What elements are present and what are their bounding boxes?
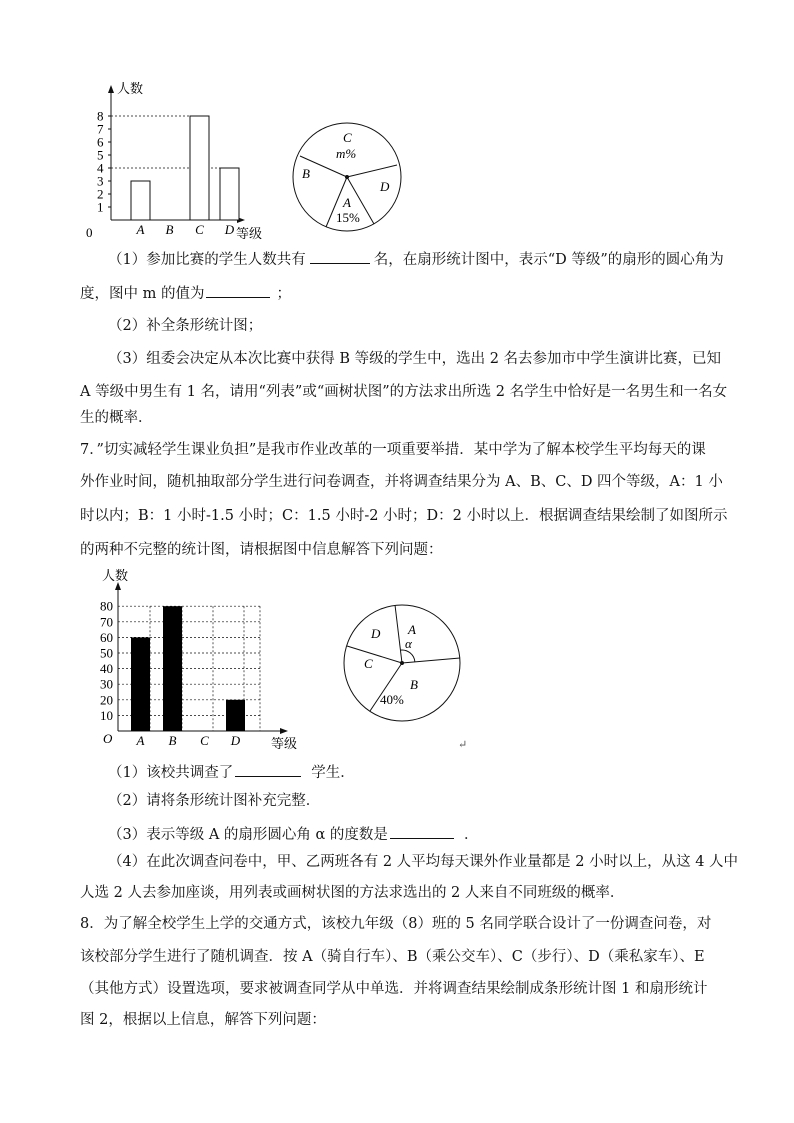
x-tick-label-D: D [224, 222, 235, 237]
q8-stem-line2: 该校部分学生进行了随机调查．按 A（骑自行车）、B（乘公交车）、C（步行）、D（乘私家车）、E [80, 949, 705, 965]
x-tick-label-C: C [200, 733, 209, 748]
q7-answer-blank-alpha [390, 822, 454, 839]
figure1-bar-chart [82, 80, 272, 240]
y-axis-arrow [115, 582, 121, 590]
q6-part1-text-b: 名，在扇形统计图中，表示“D 等级”的扇形的圆心角为 [373, 252, 724, 268]
pie-label-alpha: α [405, 636, 412, 651]
bar-C [190, 116, 209, 220]
q6-answer-blank-total [310, 247, 370, 264]
origin-label: O [103, 731, 113, 746]
x-tick-label-A: A [136, 222, 145, 237]
y-tick-label: 7 [97, 121, 104, 137]
y-tick-label: 8 [97, 108, 104, 124]
x-tick-label-C: C [195, 222, 204, 237]
pie-label-d: D [380, 179, 390, 194]
figure2-bar-chart [96, 562, 311, 754]
q7-sub1-text-b: 学生． [311, 765, 355, 781]
y-tick-label: 30 [100, 676, 113, 692]
q7-stem-line2: 外作业时间，随机抽取部分学生进行问卷调查，并将调查结果分为 A、B、C、D 四个等级，A：1 小 [80, 474, 723, 490]
bar-B [163, 606, 182, 731]
bar-A [131, 637, 150, 731]
y-tick-label: 20 [100, 692, 113, 708]
y-tick-label: 4 [97, 160, 104, 176]
q7-sub3-text-a: （3）表示等级 A 的扇形圆心角 α 的度数是 [108, 827, 388, 843]
y-tick-label: 6 [97, 134, 104, 150]
y-tick-label: 60 [100, 629, 113, 645]
q6-part1-line1 [108, 247, 724, 270]
y-axis-label: 人数 [102, 568, 129, 583]
origin-label: 0 [86, 225, 93, 240]
bar-A [131, 181, 150, 220]
pie-divider-cd [347, 165, 397, 177]
x-tick-label-B: B [168, 733, 177, 748]
q6-part1-line2 [80, 281, 291, 304]
q7-sub3 [108, 822, 478, 845]
q6-part1-text-d: ； [276, 286, 291, 302]
figure1-pie-chart [290, 118, 410, 236]
y-tick-label: 80 [100, 598, 113, 614]
q7-answer-blank-total [235, 760, 301, 777]
x-axis-label: 等级 [236, 226, 263, 240]
q8-stem-line4: 图 2，根据以上信息，解答下列问题： [80, 1012, 326, 1028]
pie-label-a: A [408, 622, 416, 637]
pie-divider-b-a [402, 658, 460, 663]
figure2-pie-chart [340, 604, 466, 730]
y-tick-label: 40 [100, 661, 113, 677]
q7-stem-line1: 7．”切实减轻学生课业负担”是我市作业改革的一项重要举措．某中学为了解本校学生平均每天的课 [80, 442, 706, 458]
q6-part3-line1: （3）组委会决定从本次比赛中获得 B 等级的学生中，选出 2 名去参加市中学生演讲比赛，已知 [108, 351, 722, 367]
pie-value-a: 15% [336, 210, 360, 225]
q7-sub2: （2）请将条形统计图补充完整． [108, 793, 321, 809]
q8-stem-line1: 8．为了解全校学生上学的交通方式，该校九年级（8）班的 5 名同学联合设计了一份调查问卷，对 [80, 916, 712, 932]
y-tick-label: 2 [97, 186, 104, 202]
q6-part3-line3: 生的概率． [80, 410, 153, 426]
pie-value-c: m% [336, 146, 357, 161]
pie-label-a: A [343, 195, 351, 210]
bar-D [220, 168, 239, 220]
x-tick-label-A: A [136, 733, 145, 748]
q7-sub1 [108, 760, 355, 783]
pie-label-c: C [364, 656, 373, 671]
pie-divider-a-d [395, 605, 402, 663]
pie-center [400, 661, 404, 665]
q6-part1-text-a: （1）参加比赛的学生人数共有 [108, 252, 306, 268]
q6-part3-line2: A 等级中男生有 1 名，请用“列表”或“画树状图”的方法求出所选 2 名学生中恰好是一名男生和一名女 [80, 384, 728, 400]
q7-sub4-line1: （4）在此次调查问卷中，甲、乙两班各有 2 人平均每天课外作业量都是 2 小时以上，从这 4 人中 [108, 854, 739, 870]
q6-answer-blank-m [206, 281, 270, 298]
y-tick-label: 1 [97, 199, 104, 215]
q7-sub1-text-a: （1）该校共调查了 [108, 765, 234, 781]
pie-label-c: C [343, 130, 352, 145]
bar-D [226, 700, 245, 731]
x-tick-label-B: B [165, 222, 174, 237]
q7-sub3-text-b: ． [463, 827, 479, 843]
alpha-angle-arc [400, 650, 415, 662]
pie-label-d: D [371, 626, 381, 641]
q6-part2: （2）补全条形统计图； [108, 318, 263, 334]
q7-sub4-line2: 人选 2 人去参加座谈，用列表或画树状图的方法求选出的 2 人来自不同班级的概率． [80, 885, 625, 901]
y-axis-label: 人数 [117, 81, 144, 96]
y-tick-label: 70 [100, 614, 113, 630]
q7-stem-line4: 的两种不完整的统计图，请根据图中信息解答下列问题： [80, 542, 443, 558]
q7-stem-line3: 时以内；B：1 小时-1.5 小时；C：1.5 小时-2 小时；D：2 小时以上．根据调查结果绘制了如图所示 [80, 508, 728, 524]
return-mark: ↵ [458, 738, 468, 751]
pie-label-b: B [302, 166, 310, 181]
y-tick-label: 3 [97, 173, 104, 189]
y-axis-arrow [108, 85, 114, 93]
pie-divider-d-c [347, 646, 402, 663]
pie-center [345, 175, 349, 179]
x-axis-label: 等级 [271, 736, 298, 751]
x-axis-arrow [280, 728, 288, 734]
y-tick-label: 5 [97, 147, 104, 163]
y-tick-label: 10 [100, 707, 113, 723]
pie-value-b: 40% [380, 692, 404, 707]
y-tick-label: 50 [100, 645, 113, 661]
q8-stem-line3: （其他方式）设置选项，要求被调查同学从中单选．并将调查结果绘制成条形统计图 1 和扇形统计 [80, 981, 708, 997]
x-tick-label-D: D [230, 733, 241, 748]
pie-label-b: B [410, 677, 418, 692]
q6-part1-text-c: 度，图中 m 的值为 [80, 286, 205, 302]
